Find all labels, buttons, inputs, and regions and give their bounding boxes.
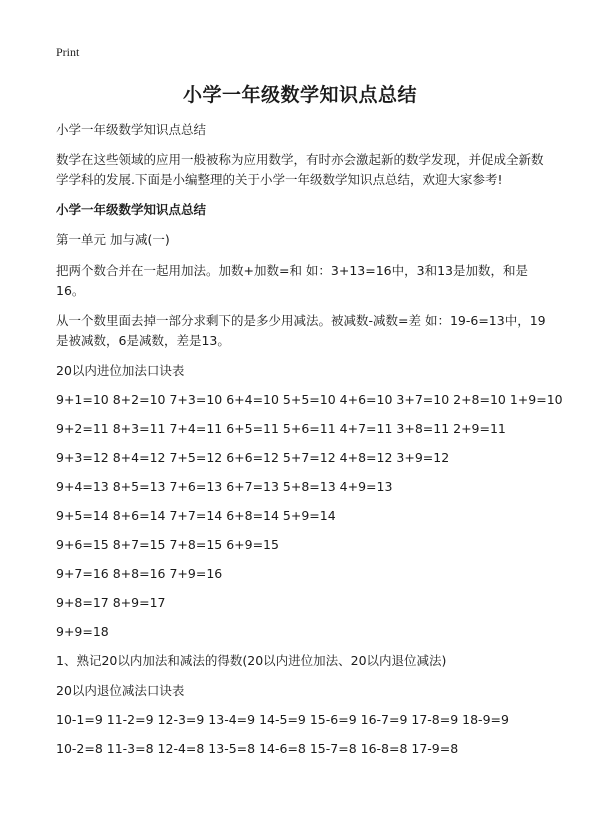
document-body <box>56 120 563 768</box>
addition-paragraph: 把两个数合并在一起用加法。加数+加数=和 如：3+13=16中，3和13是加数，和是16。 <box>56 263 528 298</box>
subtraction-table <box>56 710 550 759</box>
subtraction-table-title: 20以内退位减法口诀表 <box>56 683 185 698</box>
addition-table-row: 9+9=18 <box>56 624 109 639</box>
addition-table-row: 9+8=17 8+9=17 <box>56 595 166 610</box>
document-title: 小学一年级数学知识点总结 <box>182 84 417 106</box>
document-subtitle: 小学一年级数学知识点总结 <box>56 122 207 137</box>
addition-table-row: 9+1=10 8+2=10 7+3=10 6+4=10 5+5=10 4+6=10 3+7=10 2+8=10 1+9=10 <box>56 392 563 407</box>
subtraction-table-row: 10-2=8 11-3=8 12-4=8 13-5=8 14-6=8 15-7=8 16-8=8 17-9=8 <box>56 741 459 756</box>
subtraction-paragraph: 从一个数里面去掉一部分求剩下的是多少用减法。被减数-减数=差 如：19-6=13中，19是被减数，6是减数，差是13。 <box>56 313 546 348</box>
addition-table-row: 9+3=12 8+4=12 7+5=12 6+6=12 5+7=12 4+8=12 3+9=12 <box>56 450 450 465</box>
subtraction-table-row: 10-1=9 11-2=9 12-3=9 13-4=9 14-5=9 15-6=9 16-7=9 17-8=9 18-9=9 <box>56 712 509 727</box>
unit-heading: 第一单元 加与减(一) <box>56 232 170 247</box>
print-link[interactable]: Print <box>56 45 80 59</box>
addition-table-row: 9+2=11 8+3=11 7+4=11 6+5=11 5+6=11 4+7=11 3+8=11 2+9=11 <box>56 421 506 436</box>
addition-table-title: 20以内进位加法口诀表 <box>56 363 185 378</box>
addition-table-row: 9+6=15 8+7=15 7+8=15 6+9=15 <box>56 537 279 552</box>
addition-table <box>56 390 563 642</box>
memorize-note: 1、熟记20以内加法和减法的得数(20以内进位加法、20以内退位减法) <box>56 653 447 668</box>
section-heading: 小学一年级数学知识点总结 <box>56 202 207 217</box>
addition-table-row: 9+4=13 8+5=13 7+6=13 6+7=13 5+8=13 4+9=13 <box>56 479 393 494</box>
addition-table-row: 9+5=14 8+6=14 7+7=14 6+8=14 5+9=14 <box>56 508 336 523</box>
addition-table-row: 9+7=16 8+8=16 7+9=16 <box>56 566 223 581</box>
intro-paragraph: 数学在这些领域的应用一般被称为应用数学，有时亦会激起新的数学发现，并促成全新数学学科的发展.下面是小编整理的关于小学一年级数学知识点总结，欢迎大家参考! <box>56 152 544 187</box>
